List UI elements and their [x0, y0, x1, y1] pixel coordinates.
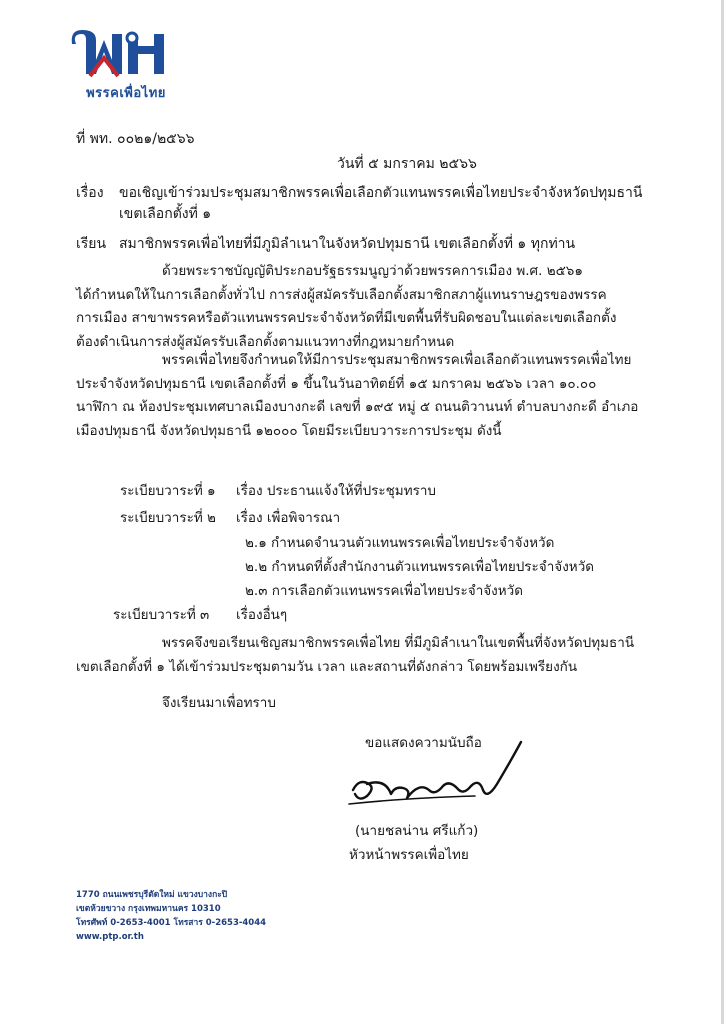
footer-line: www.ptp.or.th: [76, 932, 144, 942]
paragraph-line: เมืองปทุมธานี จังหวัดปทุมธานี ๑๒๐๐๐ โดยมีระเบียบวาระการประชุม ดังนี้: [76, 422, 502, 439]
paragraph-1: [76, 260, 638, 354]
paragraph-2: [76, 349, 638, 443]
paragraph-line: การเมือง สาขาพรรคหรือตัวแทนพรรคประจำจังหวัดที่มีเขตพื้นที่รับผิดชอบในแต่ละเขตเลือกตั้ง: [76, 310, 617, 326]
paragraph-line: ประจำจังหวัดปทุมธานี เขตเลือกตั้งที่ ๑ ขึ้นในวันอาทิตย์ที่ ๑๕ มกราคม ๒๕๖๖ เวลา ๑๐.๐๐: [76, 375, 597, 392]
recipient-label: เรียน: [76, 236, 107, 252]
closing-regards: ขอแสดงความนับถือ: [365, 735, 482, 751]
paragraph-line: ด้วยพระราชบัญญัติประกอบรัฐธรรมนูญว่าด้วยพรรคการเมือง พ.ศ. ๒๕๖๑: [162, 263, 583, 279]
agenda-item-3-label: ระเบียบวาระที่ ๓: [113, 607, 210, 623]
paragraph-line: นาฬิกา ณ ห้องประชุมเทศบาลเมืองบางกะดี เลขที่ ๑๙๕ หมู่ ๕ ถนนติวานนท์ ตำบลบางกะดี อำเภอ: [76, 399, 639, 415]
party-logo-mark: [70, 30, 182, 82]
party-logo-name: พรรคเพื่อไทย: [86, 86, 166, 101]
paragraph-line: พรรคเพื่อไทยจึงกำหนดให้มีการประชุมสมาชิกพรรคเพื่อเลือกตัวแทนพรรคเพื่อไทย: [162, 352, 632, 368]
footer-line: โทรศัพท์ 0-2653-4001 โทรสาร 0-2653-4044: [76, 918, 267, 928]
subject-line-2: เขตเลือกตั้งที่ ๑: [119, 206, 212, 222]
party-logo: [70, 30, 182, 100]
paragraph-line: พรรคจึงขอเรียนเชิญสมาชิกพรรคเพื่อไทย ที่มีภูมิลำเนาในเขตพื้นที่จังหวัดปทุมธานี: [162, 635, 635, 651]
recipient-text: สมาชิกพรรคเพื่อไทยที่มีภูมิลำเนาในจังหวัดปทุมธานี เขตเลือกตั้งที่ ๑ ทุกท่าน: [119, 236, 576, 252]
footer-address: [76, 888, 266, 944]
agenda-item-2-label: ระเบียบวาระที่ ๒: [120, 510, 216, 526]
agenda-item-1-text: เรื่อง ประธานแจ้งให้ที่ประชุมทราบ: [236, 483, 437, 499]
agenda-item-3-text: เรื่องอื่นๆ: [236, 607, 288, 623]
paragraph-line: ต้องดำเนินการส่งผู้สมัครรับเลือกตั้งตามแนวทางที่กฎหมายกำหนด: [76, 333, 455, 350]
agenda-item-2-text: เรื่อง เพื่อพิจารณา: [236, 510, 341, 526]
agenda-subitem: ๒.๒ กำหนดที่ตั้งสำนักงานตัวแทนพรรคเพื่อไทยประจำจังหวัด: [245, 559, 595, 575]
letter-date: วันที่ ๕ มกราคม ๒๕๖๖: [337, 156, 477, 172]
paragraph-line: เขตเลือกตั้งที่ ๑ ได้เข้าร่วมประชุมตามวัน เวลา และสถานที่ดังกล่าว โดยพร้อมเพรียงกัน: [76, 658, 578, 675]
signer-title: หัวหน้าพรรคเพื่อไทย: [349, 847, 469, 863]
footer-line: 1770 ถนนเพชรบุรีตัดใหม่ แขวงบางกะปิ: [76, 890, 228, 900]
subject-label: เรื่อง: [76, 185, 104, 201]
agenda-subitem: ๒.๓ การเลือกตัวแทนพรรคเพื่อไทยประจำจังหวัด: [245, 583, 524, 599]
closing-inform: จึงเรียนมาเพื่อทราบ: [162, 695, 276, 711]
handwritten-signature: [345, 738, 555, 818]
paragraph-line: ได้กำหนดให้ในการเลือกตั้งทั่วไป การส่งผู้สมัครรับเลือกตั้งสมาชิกสภาผู้แทนราษฎรของพรรค: [76, 286, 607, 303]
subject-line-1: ขอเชิญเข้าร่วมประชุมสมาชิกพรรคเพื่อเลือกตัวแทนพรรคเพื่อไทยประจำจังหวัดปทุมธานี: [119, 185, 643, 201]
agenda-item-1-label: ระเบียบวาระที่ ๑: [120, 483, 216, 499]
agenda-subitem: ๒.๑ กำหนดจำนวนตัวแทนพรรคเพื่อไทยประจำจังหวัด: [245, 535, 555, 551]
footer-line: เขตห้วยขวาง กรุงเทพมหานคร 10310: [76, 904, 221, 914]
paragraph-3: [76, 632, 638, 679]
document-number: ที่ พท. ๐๐๒๑/๒๕๖๖: [76, 131, 195, 147]
signer-name: (นายชลน่าน ศรีแก้ว): [355, 823, 479, 839]
